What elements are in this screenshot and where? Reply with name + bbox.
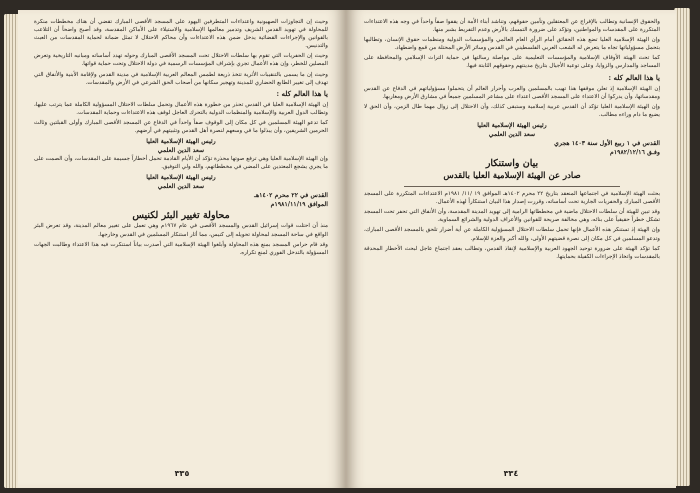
paragraph: وقد تبين للهيئة أن سلطات الاحتلال ماضية في مخططاتها الرامية إلى تهويد المدينة المقدسة، وأن الأنفاق التي تحفر تحت المسجد تشكل خطراً حقيقياً على بنائه، وهي مخالفة صريحة للقوانين والأعراف الدولية والشرائع السماوية. bbox=[364, 209, 660, 224]
section-heading: يا هذا العالم كله : bbox=[276, 88, 328, 98]
paragraph: وحيث إن ما يسمى بالتنقيبات الأثرية تتخذ ذريعة لطمس المعالم العربية الإسلامية في مدينة القدس ولإقامة الأبنية والأنفاق التي تهدف إلى تغيير الطابع الحضاري للمدينة وتهجير سكانها من أصحاب الحق الشرعي في الأرض والمقدسات. bbox=[34, 71, 328, 86]
signature-name: سعد الدين العلمي bbox=[488, 131, 536, 139]
date-gregorian: وفـق ١٩٨٢/١٢/١٦م bbox=[609, 149, 660, 157]
paragraph: كما تدعو الهيئة المسلمين في كل مكان إلى الوقوف صفاً واحداً في الدفاع عن المسجد الأقصى المبارك وأولى القبلتين وثالث الحرمين الشريفين، وأن يبذلوا ما في وسعهم لنصرة أهل القدس وتثبيتهم في أرضهم. bbox=[34, 120, 328, 135]
paragraph: إن الهيئة الإسلامية العليا في القدس تحذر من خطورة هذه الأعمال وتحمل سلطات الاحتلال المسؤولية الكاملة عما يترتب عليها، وتطالب الدول العربية والإسلامية والمنظمات الدولية بالتحرك العاجل لوقف هذه الاعتداءات وحماية المقدسات. bbox=[34, 101, 328, 116]
section-heading: يا هذا العالم كله : bbox=[608, 72, 660, 82]
statement-subtitle: صادر عن الهيئة الإسلامية العليا بالقدس bbox=[443, 171, 581, 182]
paragraph: وحيث إن التجاوزات الصهيونية واعتداءات المتطرفين اليهود على المسجد الأقصى المبارك تقضي أن هناك مخططات منكرة للمحاولة في تهويد القدس الشريف وتدمير معالمها الإسلامية والاستيلاء على الأماكن المقدسة، وقد أصبح واضحاً أن التلاعب بالقوانين والإجراءات القضائية يدخل ضمن هذه الاعتداءات وأن محاكم الاحتلال لا تمثل ضمانة لحماية المقدسات من العبث والتدنيس. bbox=[34, 19, 328, 50]
signature-name: سعد الدين العلمي bbox=[157, 183, 205, 191]
page-number: ٣٣٥ bbox=[174, 469, 190, 478]
signature-title: رئيس الهيئة الإسلامية العليا bbox=[146, 174, 216, 182]
signature-name: سعد الدين العلمي bbox=[157, 147, 205, 155]
paragraph: كما تؤكد الهيئة على ضرورة توحيد الجهود العربية والإسلامية لإنقاذ القدس، وتطالب بعقد اجتماع عاجل لبحث الأخطار المحدقة بالمقدسات واتخاذ الإجراءات الكفيلة بحمايتها. bbox=[364, 245, 660, 260]
article-title: محاولة تغيير البئر لكنيس bbox=[132, 210, 230, 222]
statement-title: بيان واستنكار bbox=[485, 158, 539, 170]
paragraph: إن الهيئة الإسلامية إذ تعلن موقفها هذا تهيب بالمسلمين والعرب وأحرار العالم أن يتحملوا مسؤولياتهم في الدفاع عن القدس ومقدساتها، وأن يدركوا أن الاعتداء على المسجد الأقصى اعتداء على مشاعر المسلمين جميعاً في مشارق الأرض ومغاربها. bbox=[364, 85, 660, 100]
paragraph: كما تحث الهيئة الأوقاف الإسلامية والمؤسسات التعليمية على مواصلة رسالتها في حماية التراث الإسلامي والمحافظة على المساجد والمدارس والزوايا، وعلى توعية الأجيال بتاريخ مدينتهم وحقوقهم الثابتة فيها. bbox=[364, 55, 660, 70]
date-hijri: القدس في ٢٢ محرم ١٤٠٢هـ bbox=[254, 192, 328, 200]
signature-title: رئيس الهيئة الإسلامية العليا bbox=[146, 138, 216, 146]
left-page bbox=[18, 10, 346, 488]
left-page-column bbox=[34, 18, 328, 259]
right-page-column bbox=[364, 18, 660, 263]
paragraph: والحقوق الإنسانية وتطالب بالإفراج عن المعتقلين وتأمين حقوقهم، وتناشد أبناء الأمة أن يقفوا صفاً واحداً في وجه هذه الاعتداءات المتكررة على المقدسات والمواطنين، وتؤكد على ضرورة التمسك بالأرض وعدم التفريط بشبر منها. bbox=[364, 19, 660, 34]
paragraph: وإن الهيئة الإسلامية العليا وهي ترفع صوتها محذرة تؤكد أن الأيام القادمة تحمل أخطاراً جسيمة على المقدسات، وأن الصمت على ما يجري يشجع المعتدين على المضي في مخططاتهم، والله ولي التوفيق. bbox=[34, 156, 328, 171]
paragraph: وإن الهيئة الإسلامية العليا تؤكد أن القدس عربية إسلامية وستبقى كذلك، وأن الاحتلال إلى زوال مهما طال الزمن، وأن الحق لا يضيع ما دام وراءه مطالب. bbox=[364, 103, 660, 118]
page-edges-right bbox=[674, 8, 690, 486]
paragraph: وحيث إن الحفريات التي تقوم بها سلطات الاحتلال تحت المسجد الأقصى المبارك وحوله تهدد أساساته ومبانيه التاريخية وتعرض المصلين للخطر، وإن هذه الأعمال تجري بإشراف المؤسسات الرسمية في دولة الاحتلال وتحت حماية قواتها. bbox=[34, 53, 328, 68]
paragraph: بحثت الهيئة الإسلامية في اجتماعها المنعقد بتاريخ ٢٢ محرم ١٤٠٢هـ الموافق ١٩ /١١/ ١٩٨١م الاعتداءات المتكررة على المسجد الأقصى المبارك والحفريات الجارية تحت أساساته، وقررت إصدار هذا البيان استنكاراً لهذه الأعمال. bbox=[364, 191, 661, 206]
paragraph: وإن الهيئة الإسلامية العليا تضع هذه الحقائق أمام الرأي العام العالمي والمؤسسات الدولية ومنظمات حقوق الإنسان، وتطالبها بتحمل مسؤولياتها تجاه ما يتعرض له الشعب العربي الفلسطيني في القدس وسائر الأرض المحتلة من قمع واضطهاد. bbox=[364, 37, 660, 52]
right-page bbox=[346, 10, 676, 488]
paragraph: وإن الهيئة إذ تستنكر هذه الأعمال فإنها تحمل سلطات الاحتلال المسؤولية الكاملة عن أية أضرار تلحق بالمسجد الأقصى المبارك، وتدعو المسلمين في كل مكان إلى نصرة قضيتهم الأولى، والله أكبر والعزة للإسلام. bbox=[364, 227, 660, 242]
date-gregorian: الموافق ١٩٨١/١١/١٩م bbox=[270, 201, 328, 209]
divider bbox=[404, 186, 620, 187]
page-number: ٣٣٤ bbox=[503, 469, 519, 478]
date-hijri: القدس في ١ ربيع الأول سنة ١٤٠٣ هجري bbox=[554, 140, 660, 148]
paragraph: منذ أن احتلت قوات إسرائيل القدس والمسجد الأقصى في عام ١٩٦٧م وهي تعمل على تغيير معالم المدينة، وقد تعرض البئر الواقع في ساحة المسجد لمحاولة تحويله إلى كنيس، مما أثار استنكار المسلمين في القدس وخارجها. bbox=[34, 223, 328, 238]
paragraph: وقد قام حراس المسجد بمنع هذه المحاولة وأبلغوا الهيئة الإسلامية التي أصدرت بياناً استنكرت فيه هذا الاعتداء وطالبت الجهات المسؤولة بالتدخل الفوري لمنع تكراره. bbox=[34, 241, 328, 256]
signature-title: رئيس الهيئة الإسلامية العليا bbox=[477, 122, 547, 130]
